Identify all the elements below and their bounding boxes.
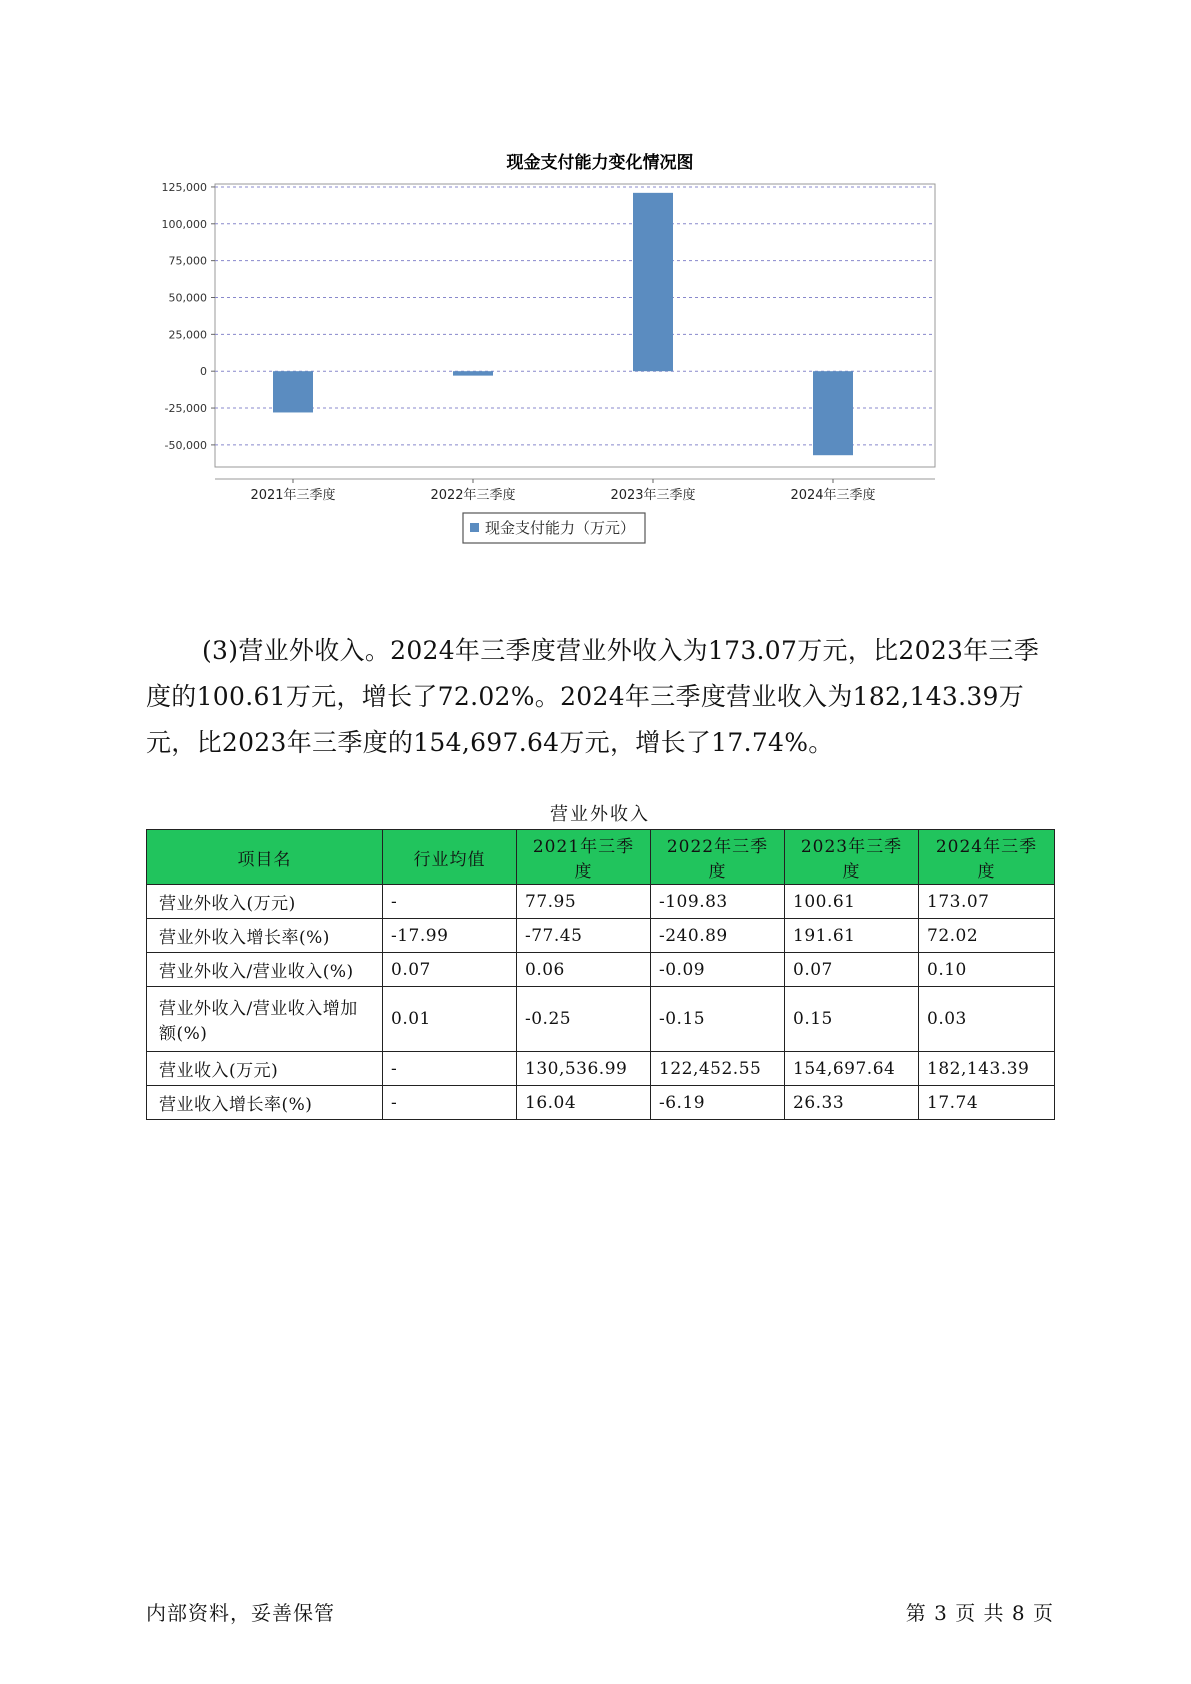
y-tick-label: 0 [200,365,207,379]
cell-item-name: 营业收入增长率(%) [147,1086,383,1120]
table-header-row [147,830,1055,885]
header-2024q3: 2024年三季度 [919,830,1055,885]
cell-item-name: 营业外收入/营业收入(%) [147,953,383,987]
table-row [147,919,1055,953]
cell-value: -0.09 [651,953,785,987]
cell-item-name: 营业收入(万元) [147,1052,383,1086]
table-row [147,953,1055,987]
bar [273,371,313,412]
cell-value: -0.25 [517,987,651,1052]
y-tick-label: 75,000 [168,254,207,268]
cell-value: -17.99 [383,919,517,953]
cell-value: 0.03 [919,987,1055,1052]
cell-value: -240.89 [651,919,785,953]
cell-value: - [383,1052,517,1086]
cell-value: -109.83 [651,885,785,919]
cell-value: 0.15 [785,987,919,1052]
cell-value: 191.61 [785,919,919,953]
cell-value: 0.01 [383,987,517,1052]
header-2023q3: 2023年三季度 [785,830,919,885]
x-category-label: 2022年三季度 [430,488,516,503]
cell-value: - [383,885,517,919]
y-tick-label: 100,000 [161,217,207,231]
header-industry-avg: 行业均值 [383,830,517,885]
cell-item-name: 营业外收入/营业收入增加额(%) [147,987,383,1052]
cell-value: 173.07 [919,885,1055,919]
footer-page-number: 第 3 页 共 8 页 [905,1601,1054,1625]
cash-payment-chart [150,140,1030,600]
y-tick-label: -25,000 [164,402,207,416]
cell-value: -6.19 [651,1086,785,1120]
table-caption: 营业外收入 [550,804,650,825]
cell-value: 0.07 [383,953,517,987]
header-2021q3: 2021年三季度 [517,830,651,885]
chart-title: 现金支付能力变化情况图 [506,153,694,173]
cell-value: 182,143.39 [919,1052,1055,1086]
footer-confidential-note: 内部资料，妥善保管 [146,1601,335,1625]
cell-value: 0.06 [517,953,651,987]
header-2022q3: 2022年三季度 [651,830,785,885]
y-tick-label: -50,000 [164,438,207,452]
cell-value: 16.04 [517,1086,651,1120]
cell-value: -77.45 [517,919,651,953]
cell-value: 0.07 [785,953,919,987]
table-row [147,1052,1055,1086]
bar [633,193,673,371]
cell-value: 72.02 [919,919,1055,953]
cell-value: 17.74 [919,1086,1055,1120]
y-tick-label: 125,000 [161,180,207,194]
y-tick-label: 25,000 [168,328,207,342]
cell-value: 100.61 [785,885,919,919]
x-category-label: 2021年三季度 [250,488,336,503]
cell-value: 130,536.99 [517,1052,651,1086]
cell-value: 0.10 [919,953,1055,987]
cell-value: 154,697.64 [785,1052,919,1086]
header-item-name: 项目名 [147,830,383,885]
cell-value: 122,452.55 [651,1052,785,1086]
paragraph-operating-income: (3)营业外收入。2024年三季度营业外收入为173.07万元，比2023年三季度的100.61万元，增长了72.02%。2024年三季度营业收入为182,143.39万元，比2023年三季度的154,697.64万元，增长了17.74%。 [146,636,1040,757]
cell-item-name: 营业外收入(万元) [147,885,383,919]
cell-value: 26.33 [785,1086,919,1120]
table-row [147,885,1055,919]
x-category-label: 2024年三季度 [790,488,876,503]
non-operating-income-table [146,829,1055,1120]
legend-swatch [470,523,479,532]
y-tick-label: 50,000 [168,291,207,305]
cell-value: -0.15 [651,987,785,1052]
cell-value: 77.95 [517,885,651,919]
cell-value: - [383,1086,517,1120]
bar [453,371,493,375]
table-row [147,1086,1055,1120]
bar-chart-svg [150,140,1030,600]
cell-item-name: 营业外收入增长率(%) [147,919,383,953]
x-category-label: 2023年三季度 [610,488,696,503]
legend-label: 现金支付能力（万元） [485,519,636,537]
table-row [147,987,1055,1052]
bar [813,371,853,455]
